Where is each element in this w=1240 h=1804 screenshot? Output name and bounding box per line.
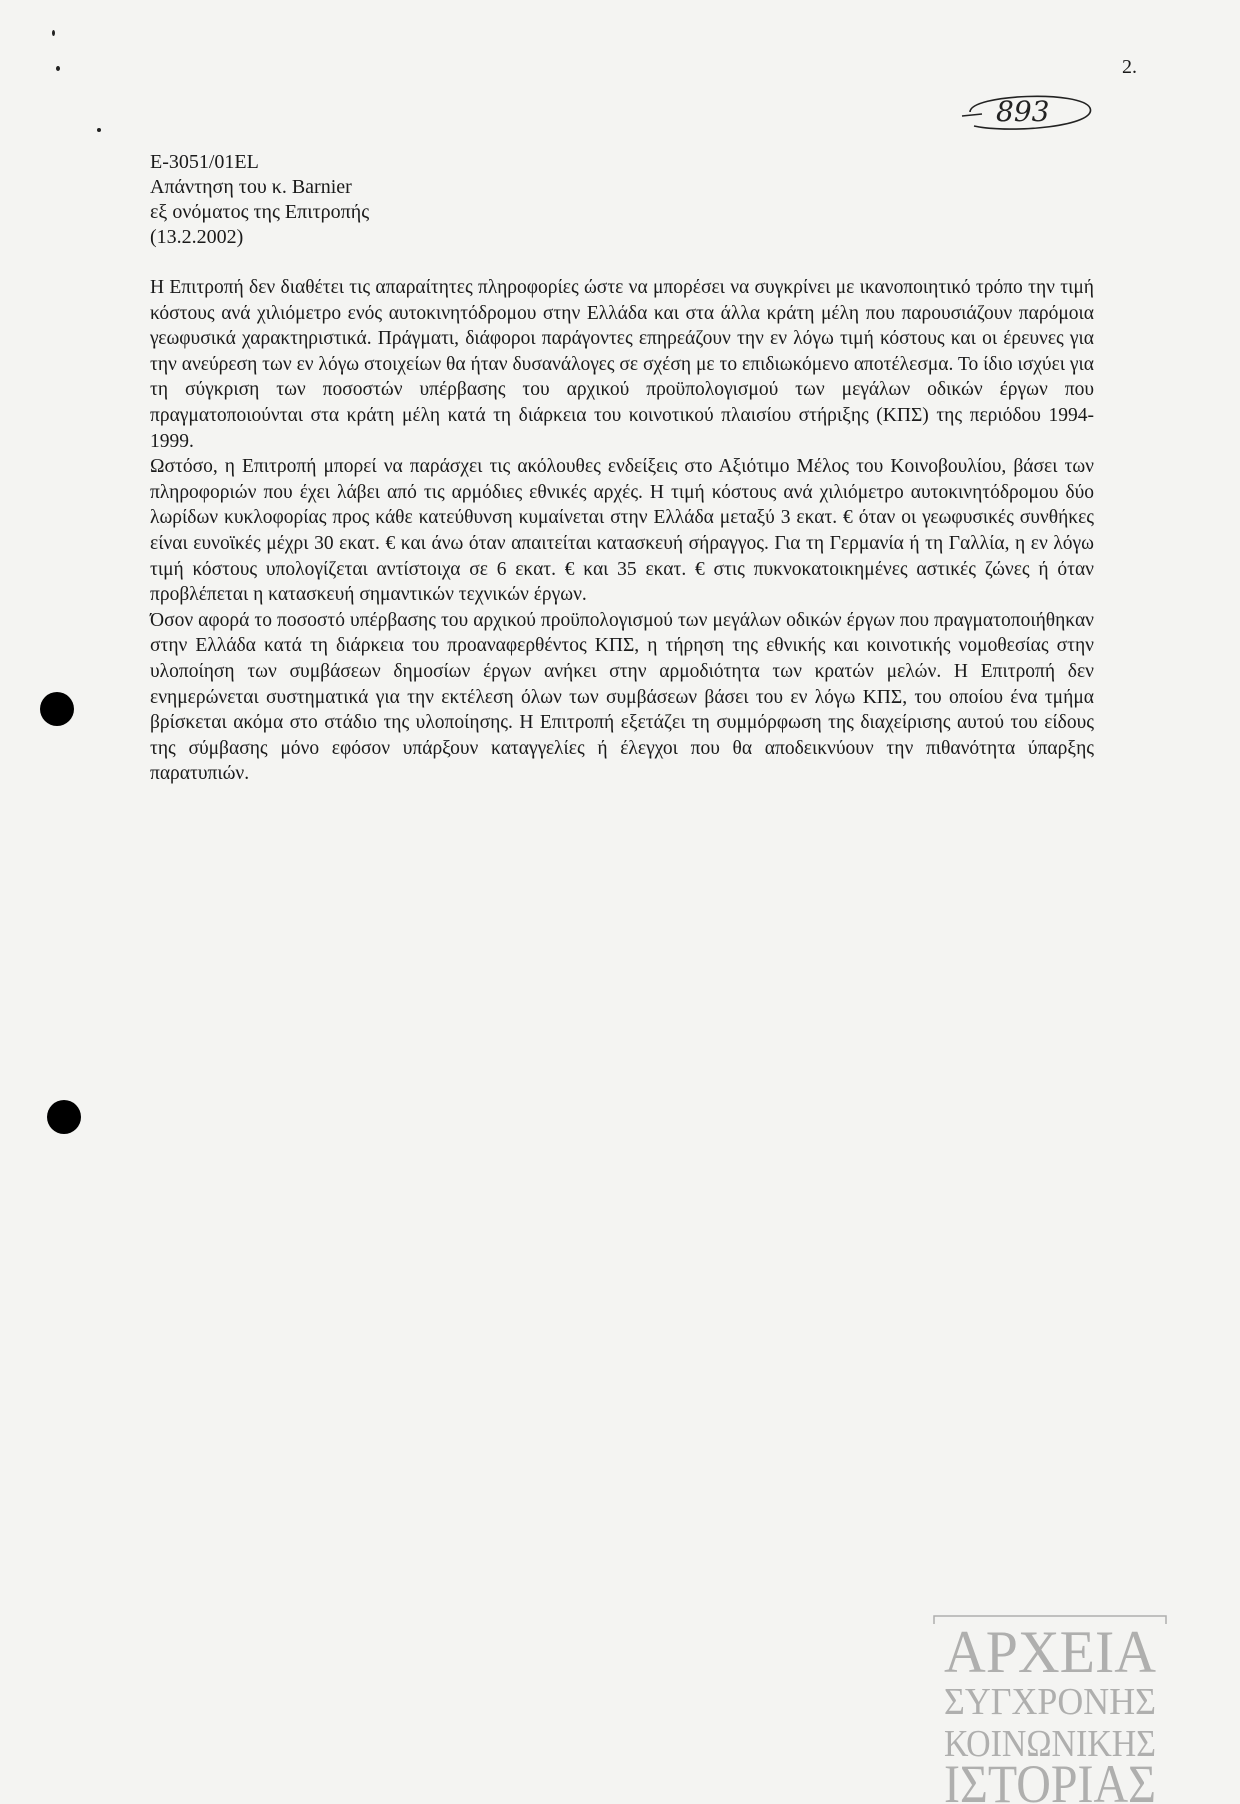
on-behalf-of: εξ ονόματος της Επιτροπής [150,201,370,223]
punch-hole [47,1100,81,1134]
stamp-number: 893 [996,95,1050,128]
scan-speck [52,30,55,36]
logo-line: ΑΡΧΕΙΑ [944,1619,1156,1685]
handwritten-stamp [952,86,1102,138]
scan-speck [97,128,101,132]
scan-speck [56,66,60,71]
answer-date: (13.2.2002) [150,226,244,248]
paragraph: Όσον αφορά το ποσοστό υπέρβασης του αρχικού προϋπολογισμού των μεγάλων οδικών έργων που πραγματοποιήθηκαν στην Ελλάδα κατά τη διάρκεια του προαναφερθέντος ΚΠΣ, η τήρηση της εθνικής και κοινοτικής νομοθεσίας στην υλοποίηση των συμβάσεων δημοσίων έργων ανήκει στην αρμοδιότητα των κρατών μελών. Η Επιτροπή δεν ενημερώνεται συστηματικά για την εκτέλεση όλων των συμβάσεων βάσει του εν λόγω ΚΠΣ, του οποίου ένα τμήμα βρίσκεται ακόμα στο στάδιο της υλοποίησης. Η Επιτροπή εξετάζει τη συμμόρφωση της διαχείρισης αυτού του είδους της σύμβασης μόνο εφόσον υπάρξουν καταγγελίες ή έλεγχοι που θα αποδεικνύουν την πιθανότητα ύπαρξης παρατυπιών. [150,609,1094,785]
archive-logo-watermark [930,1614,1170,1804]
logo-line: ΙΣΤΟΡΙΑΣ [944,1754,1156,1804]
answer-author: Απάντηση του κ. Barnier [150,176,352,198]
page-number: 2. [1122,56,1137,78]
reference-number: E-3051/01EL [150,151,259,173]
logo-line: ΣΥΓΧΡΟΝΗΣ [944,1681,1156,1723]
document-header [150,150,369,250]
paragraph: Η Επιτροπή δεν διαθέτει τις απαραίτητες πληροφορίες ώστε να μπορέσει να συγκρίνει με ικανοποιητικό τρόπο την τιμή κόστους ανά χιλιόμετρο ενός αυτοκινητόδρομου στην Ελλάδα και στα άλλα κράτη μέλη που παρουσιάζουν παρόμοια γεωφυσικά χαρακτηριστικά. Πράγματι, διάφοροι παράγοντες επηρεάζουν την εν λόγω τιμή κόστους και οι έρευνες για την ανεύρεση των εν λόγω στοιχείων θα ήταν δυσανάλογες σε σχέση με το επιδιωκόμενο αποτέλεσμα. Το ίδιο ισχύει για τη σύγκριση των ποσοστών υπέρβασης του αρχικού προϋπολογισμού των μεγάλων οδικών έργων που πραγματοποιούνται στα κράτη μέλη κατά τη διάρκεια του κοινοτικού πλαισίου στήριξης (ΚΠΣ) της περιόδου 1994-1999. [150,277,1094,452]
logo-line: ΚΟΙΝΩΝΙΚΗΣ [944,1723,1156,1765]
punch-hole [40,692,74,726]
answer-body [150,275,1094,787]
paragraph: Ωστόσο, η Επιτροπή μπορεί να παράσχει τις ακόλουθες ενδείξεις στο Αξιότιμο Μέλος του Κοινοβουλίου, βάσει των πληροφοριών που έχει λάβει από τις αρμόδιες εθνικές αρχές. Η τιμή κόστους ανά χιλιόμετρο αυτοκινητόδρομου δύο λωρίδων κυκλοφορίας προς κάθε κατεύθυνση κυμαίνεται στην Ελλάδα μεταξύ 3 εκατ. € όταν οι γεωφυσικές συνθήκες είναι ευνοϊκές μέχρι 30 εκατ. € και άνω όταν απαιτείται κατασκευή σήραγγος. Για τη Γερμανία ή τη Γαλλία, η εν λόγω τιμή κόστους υπολογίζεται αντίστοιχα σε 6 εκατ. € και 35 εκατ. € στις πυκνοκατοικημένες αστικές ζώνες ή όταν προβλέπεται η κατασκευή σημαντικών τεχνικών έργων. [150,456,1094,606]
